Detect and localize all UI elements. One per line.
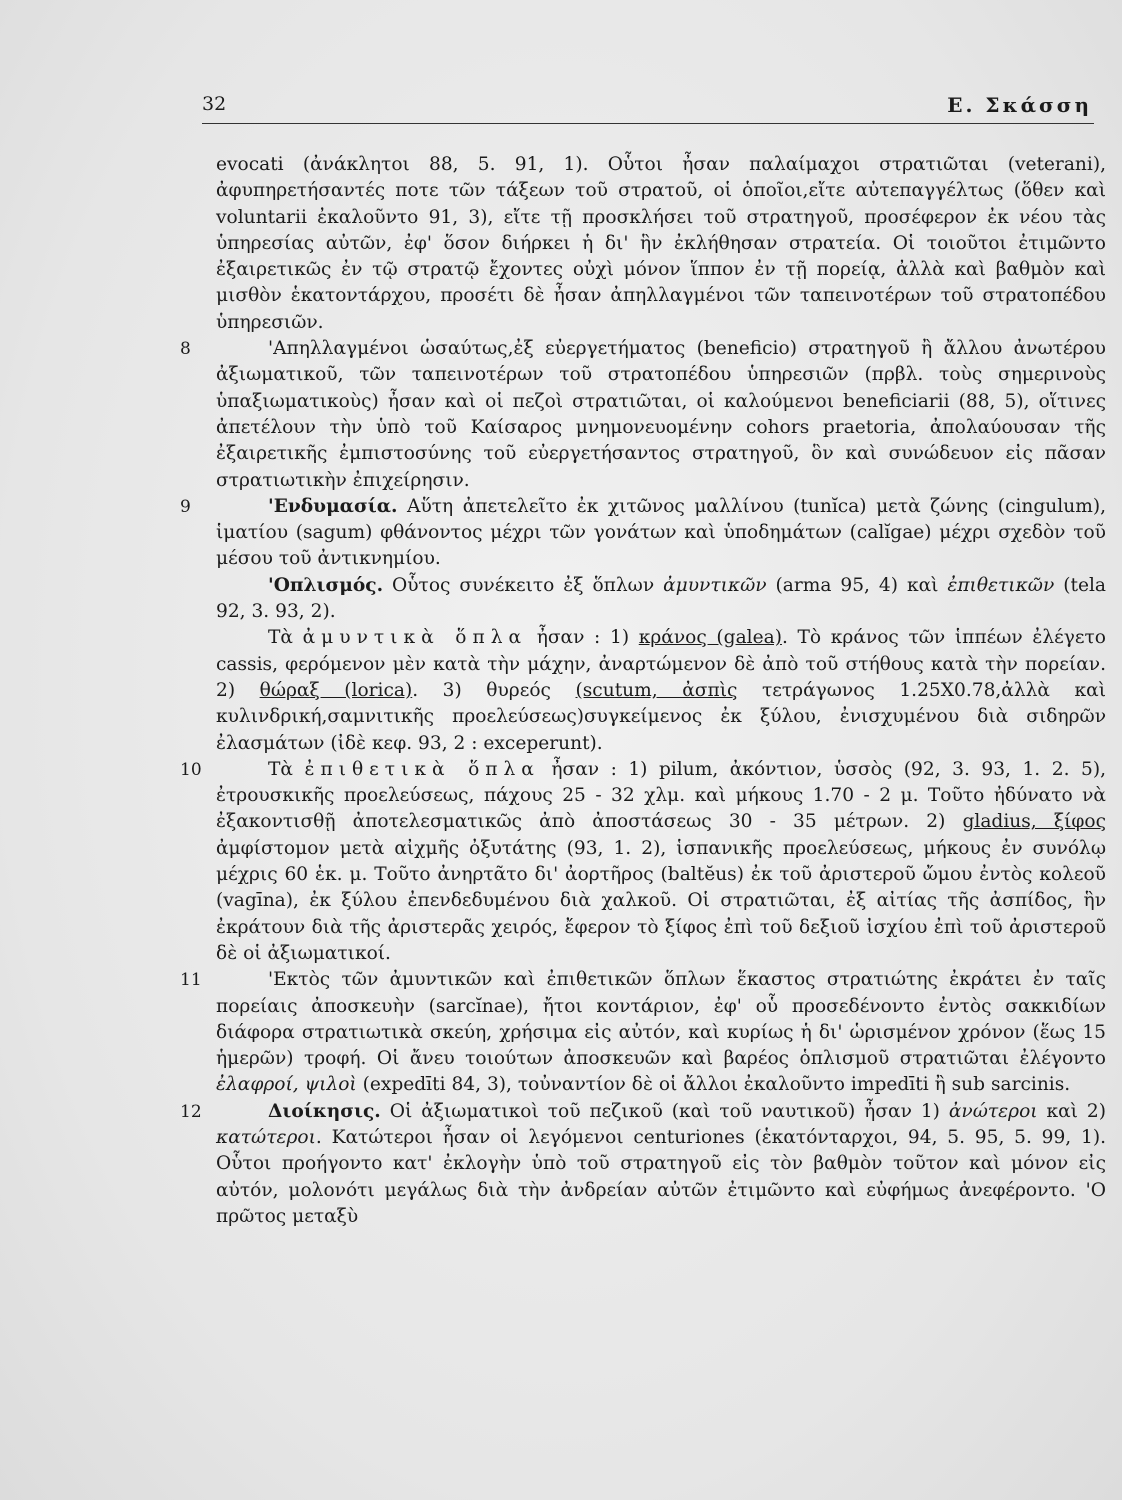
text-run: θώραξ (lorica) bbox=[259, 679, 413, 701]
text-run: gladius, ξίφος bbox=[962, 811, 1107, 833]
text-run: καὶ 2) bbox=[1037, 1100, 1107, 1122]
section-number: 10 bbox=[180, 759, 202, 780]
page-header bbox=[202, 93, 1094, 124]
text-run: ἀμυντικὰ ὅπλα bbox=[302, 627, 528, 649]
text-run: ἐλαφροί, ψιλοὶ bbox=[216, 1074, 357, 1096]
section-heading: 'Οπλισμός. bbox=[268, 574, 384, 596]
page-number: 32 bbox=[202, 93, 227, 115]
text-run: ἐπιθετικὰ ὅπλα bbox=[304, 758, 540, 780]
text-run: evocati (ἀνάκλητοι 88, 5. 91, 1). Οὗτοι ἦσαν παλαίμαχοι στρατιῶται (veterani), ἀφυπηρετήσαντές ποτε τῶν τάξεων τοῦ στρατοῦ, οἱ ὁποῖοι,εἴτε αὐτεπαγγέλτως (ὅθεν καὶ voluntarii ἐκαλοῦντο 91, 3), εἴτε τῇ προσκλήσει τοῦ στρατηγοῦ, προσέφερον ἐκ νέου τὰς ὑπηρεσίας αὐτῶν, ἐφ' ὅσον διήρκει ἡ δι' ἣν ἐκλήθησαν στρατεία. Οἱ τοιοῦτοι ἐτιμῶντο ἐξαιρετικῶς ἐν τῷ στρατῷ ἔχοντες οὐχὶ μόνον ἵππον ἐν τῇ πορείᾳ, ἀλλὰ καὶ βαθμὸν καὶ μισθὸν ἑκατοντάρχου, προσέτι δὲ ἦσαν ἀπηλλαγμένοι τῶν ταπεινοτέρων τοῦ στρατοπέδου ὑπηρεσιῶν. bbox=[216, 154, 1106, 333]
section-heading: Διοίκησις. bbox=[268, 1100, 381, 1122]
text-run: ἦσαν : 1) bbox=[527, 627, 639, 649]
text-run: 'Απηλλαγμένοι ὡσαύτως,ἐξ εὐεργετήματος (beneficio) στρατηγοῦ ἢ ἄλλου ἀνωτέρου ἀξιωματικοῦ, τῶν ταπεινοτέρων τοῦ στρατοπέδου ὑπηρεσιῶν (πρβλ. τοὺς σημερινοὺς ὑπαξιωματικοὺς) ἦσαν καὶ οἱ πεζοὶ στρατιῶται, οἱ καλούμενοι beneficiarii (88, 5), οἵτινες ἀπετέλουν τὴν ὑπὸ τοῦ Καίσαρος μνημονευομένην cohors praetoria, ἀπολαύουσαν τῆς ἐξαιρετικῆς ἐμπιστοσύνης τοῦ εὐεργετήσαντος στρατηγοῦ, ὃν καὶ συνώδευον εἰς πᾶσαν στρατιωτικὴν ἐπιχείρησιν. bbox=[216, 338, 1106, 491]
paragraph bbox=[180, 757, 1107, 967]
text-run: . 3) θυρεός bbox=[412, 679, 576, 701]
paragraph bbox=[180, 494, 1106, 573]
text-run: ἀνώτεροι bbox=[948, 1100, 1038, 1122]
section-number: 8 bbox=[180, 339, 191, 360]
text-run: κατώτεροι bbox=[216, 1126, 316, 1148]
running-head: Ε. Σκάσση bbox=[947, 93, 1092, 117]
text-run: Οἱ ἀξιωματικοὶ τοῦ πεζικοῦ (καὶ τοῦ ναυτικοῦ) ἦσαν 1) bbox=[380, 1100, 949, 1122]
section-number: 9 bbox=[180, 496, 191, 517]
text-run: ἀμφίστομον μετὰ αἰχμῆς ὀξυτάτης (93, 1. 2), ἱσπανικῆς προελεύσεως, μήκους ἐν συνόλῳ μέχρις 60 ἑκ. μ. Τοῦτο ἀνηρτᾶτο δι' ἀορτῆρος (baltĕus) ἐκ τοῦ ἀριστεροῦ ὤμου ἐντὸς κολεοῦ (vagīna), ἐκ ξύλου ἐπενδεδυμένου διὰ χαλκοῦ. Οἱ στρατιῶται, ἐξ αἰτίας τῆς ἀσπίδος, ἣν ἐκράτουν διὰ τῆς ἀριστερᾶς χειρός, ἔφερον τὸ ξίφος ἐπὶ τοῦ δεξιοῦ ἰσχίου ἐπὶ τοῦ ἀριστεροῦ δὲ οἱ ἀξιωματικοί. bbox=[216, 837, 1106, 964]
text-run: ἀμυντικῶν bbox=[663, 574, 767, 596]
paragraph bbox=[216, 152, 1106, 336]
text-run: ἐπιθετικῶν bbox=[947, 574, 1055, 596]
text-run: . Κατώτεροι ἦσαν οἱ λεγόμενοι centuriones (ἑκατόνταρχοι, 94, 5. 95, 5. 99, 1). Οὗτοι προήγοντο κατ' ἐκλογὴν ὑπὸ τοῦ στρατηγοῦ εἰς τὸν βαθμὸν τοῦτον καὶ μόνον εἰς αὐτόν, μολονότι μεγάλως διὰ τὴν ἀνδρείαν αὐτῶν ἐτιμῶντο καὶ εὐφήμως ἀνεφέροντο. 'Ο πρῶτος μεταξὺ bbox=[216, 1126, 1106, 1227]
text-run: ἦσαν : 1) pilum, ἀκόντιον, ὑσσὸς (92, 3. 93, 1. 2. 5), ἐτρουσκικῆς προελεύσεως, πάχους 25 - 32 χλμ. καὶ μήκους 1.70 - 2 μ. Τοῦτο ἠδύνατο νὰ ἐξακοντισθῇ ἀποτελεσματικῶς ἀπὸ ἀποστάσεως 30 - 35 μέτρων. 2) bbox=[216, 758, 1106, 833]
text-run: (arma 95, 4) καὶ bbox=[766, 574, 948, 596]
paragraph bbox=[180, 1099, 1107, 1230]
text-run: (expedīti 84, 3), τοὐναντίον δὲ οἱ ἄλλοι ἐκαλοῦντο impedīti ἢ sub sarcinis. bbox=[356, 1074, 1071, 1096]
paragraph bbox=[180, 967, 1106, 1098]
section-heading: 'Ενδυμασία. bbox=[268, 495, 398, 517]
section-number: 11 bbox=[180, 970, 202, 991]
text-run: Τὰ bbox=[268, 627, 303, 649]
text-run: Τὰ bbox=[268, 758, 305, 780]
text-run: Αὕτη ἀπετελεῖτο ἐκ χιτῶνος μαλλίνου (tunĭca) μετὰ ζώνης (cingulum), ἱματίου (sagum) φθάνοντος μέχρι τῶν γονάτων καὶ ὑποδημάτων (calĭgae) μέχρι σχεδὸν τοῦ μέσου τοῦ ἀντικνημίου. bbox=[216, 495, 1106, 570]
text-run: τετράγωνος 1.25X0.78,ἀλλὰ καὶ κυλινδρική,σαμνιτικῆς προελεύσεως)συγκείμενος ἐκ ξύλου, ἐνισχυμένου διὰ σιδηρῶν ἐλασμάτων (ἰδὲ κεφ. 93, 2 : exceperunt). bbox=[216, 679, 1106, 754]
text-run: . Τὸ κράνος τῶν ἱππέων ἐλέγετο cassis, φερόμενον μὲν κατὰ τὴν μάχην, ἀναρτώμενον δὲ ἀπὸ τοῦ στήθους κατὰ τὴν πορείαν. 2) bbox=[216, 627, 1106, 701]
body-text bbox=[180, 152, 1107, 1230]
paragraph bbox=[216, 625, 1106, 756]
text-run: (tela 92, 3. 93, 2). bbox=[216, 574, 1106, 623]
text-run: (scutum, ἀσπὶς bbox=[575, 679, 738, 701]
text-run: 'Εκτὸς τῶν ἀμυντικῶν καὶ ἐπιθετικῶν ὅπλων ἕκαστος στρατιώτης ἐκράτει ἐν ταῖς πορείαις ἀποσκευὴν (sarcĭnae), ἤτοι κοντάριον, ἐφ' οὗ προσεδένοντο ἐντὸς σακκιδίων διάφορα στρατιωτικὰ σκεύη, χρήσιμα εἰς αὐτόν, καὶ κυρίως ἡ δι' ὡρισμένον χρόνον (ἕως 15 ἡμερῶν) τροφή. Οἱ ἄνευ τοιούτων ἀποσκευῶν καὶ βαρέος ὁπλισμοῦ στρατιῶται ἐλέγοντο bbox=[216, 969, 1106, 1070]
section-number: 12 bbox=[180, 1101, 202, 1122]
paragraph bbox=[216, 573, 1106, 626]
text-run: Οὗτος συνέκειτο ἐξ ὅπλων bbox=[383, 574, 664, 596]
text-run: κράνος (galea) bbox=[638, 627, 782, 649]
paragraph bbox=[180, 336, 1106, 494]
